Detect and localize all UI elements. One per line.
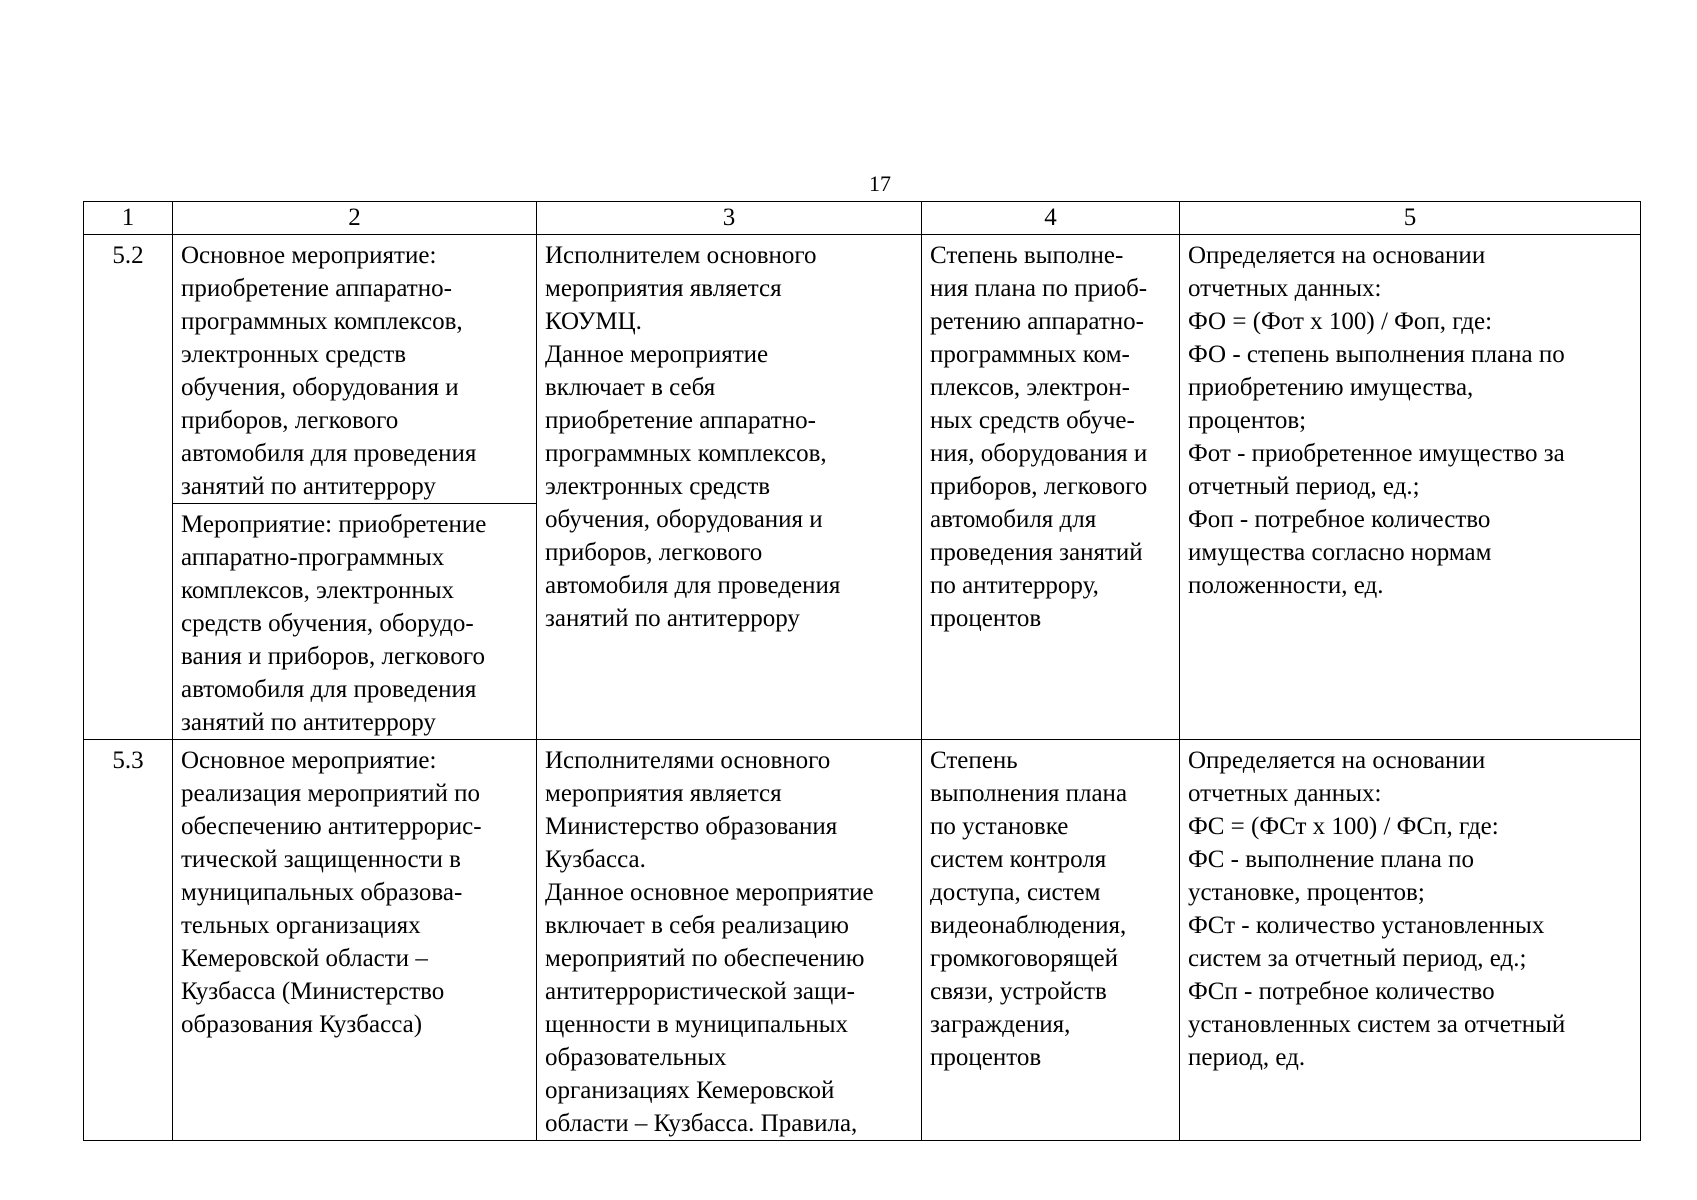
text-line: мероприятий по обеспечению bbox=[545, 945, 865, 972]
text-line: ретению аппаратно- bbox=[930, 308, 1145, 335]
table-row-5-3 bbox=[84, 740, 1641, 1141]
text-line: образовательных bbox=[545, 1044, 727, 1071]
text-line: обучения, оборудования и bbox=[181, 374, 459, 401]
text-line: занятий по антитеррору bbox=[181, 709, 436, 736]
text-line: ФСт - количество установленных bbox=[1188, 912, 1545, 939]
text-line: имущества согласно нормам bbox=[1188, 539, 1492, 566]
text-line: щенности в муниципальных bbox=[545, 1011, 849, 1038]
text-line: отчетных данных: bbox=[1188, 780, 1382, 807]
main-activity-cell bbox=[173, 235, 537, 504]
text-line: положенности, ед. bbox=[1188, 572, 1384, 599]
text-line: ФО - степень выполнения плана по bbox=[1188, 341, 1565, 368]
formula-cell bbox=[1180, 235, 1641, 740]
header-cell-1: 1 bbox=[84, 202, 173, 235]
text-line: приборов, легкового bbox=[181, 407, 399, 434]
header-cell-5: 5 bbox=[1180, 202, 1641, 235]
text-line: электронных средств bbox=[181, 341, 407, 368]
text-line: ФСп - потребное количество bbox=[1188, 978, 1495, 1005]
text-line: программных комплексов, bbox=[181, 308, 463, 335]
text-line: процентов bbox=[930, 605, 1042, 632]
text-line: приобретению имущества, bbox=[1188, 374, 1474, 401]
text-line: Мероприятие: приобретение bbox=[181, 511, 487, 538]
text-line: процентов; bbox=[1188, 407, 1307, 434]
executor-cell bbox=[537, 235, 922, 740]
text-line: антитеррористической защи- bbox=[545, 978, 855, 1005]
text-line: реализация мероприятий по bbox=[181, 780, 481, 807]
text-line: включает в себя bbox=[545, 374, 716, 401]
executor-cell bbox=[537, 740, 922, 1141]
text-line: проведения занятий bbox=[930, 539, 1143, 566]
text-line: Определяется на основании bbox=[1188, 242, 1486, 269]
text-line: автомобиля для проведения bbox=[545, 572, 841, 599]
text-line: электронных средств bbox=[545, 473, 771, 500]
text-line: занятий по антитеррору bbox=[181, 473, 436, 500]
text-line: процентов bbox=[930, 1044, 1042, 1071]
text-line: плексов, электрон- bbox=[930, 374, 1130, 401]
text-line: Степень выполне- bbox=[930, 242, 1124, 269]
text-line: мероприятия является bbox=[545, 275, 782, 302]
text-line: по установке bbox=[930, 813, 1069, 840]
header-cell-3: 3 bbox=[537, 202, 922, 235]
text-line: мероприятия является bbox=[545, 780, 782, 807]
text-line: отчетных данных: bbox=[1188, 275, 1382, 302]
text-line: тической защищенности в bbox=[181, 846, 461, 873]
text-line: ния плана по приоб- bbox=[930, 275, 1148, 302]
text-line: аппаратно-программных bbox=[181, 544, 445, 571]
text-line: КОУМЦ. bbox=[545, 308, 642, 335]
row-number: 5.3 bbox=[84, 740, 173, 1141]
text-line: приборов, легкового bbox=[545, 539, 763, 566]
text-line: Данное основное мероприятие bbox=[545, 879, 874, 906]
text-line: период, ед. bbox=[1188, 1044, 1306, 1071]
text-line: заграждения, bbox=[930, 1011, 1071, 1038]
text-line: Степень bbox=[930, 747, 1018, 774]
page-number: 17 bbox=[869, 171, 891, 196]
text-line: программных ком- bbox=[930, 341, 1130, 368]
text-line: Кузбасса. bbox=[545, 846, 646, 873]
text-line: по антитеррору, bbox=[930, 572, 1099, 599]
indicator-cell bbox=[922, 740, 1180, 1141]
text-line: Исполнителями основного bbox=[545, 747, 831, 774]
text-line: муниципальных образова- bbox=[181, 879, 463, 906]
text-line: Фоп - потребное количество bbox=[1188, 506, 1491, 533]
text-line: ных средств обуче- bbox=[930, 407, 1135, 434]
header-cell-4: 4 bbox=[922, 202, 1180, 235]
header-cell-2: 2 bbox=[173, 202, 537, 235]
text-line: отчетный период, ед.; bbox=[1188, 473, 1420, 500]
header-row bbox=[84, 202, 1641, 235]
text-line: выполнения плана bbox=[930, 780, 1128, 807]
text-line: автомобиля для проведения bbox=[181, 676, 477, 703]
text-line: систем за отчетный период, ед.; bbox=[1188, 945, 1527, 972]
text-line: Основное мероприятие: bbox=[181, 747, 437, 774]
text-line: приборов, легкового bbox=[930, 473, 1148, 500]
text-line: обеспечению антитеррорис- bbox=[181, 813, 482, 840]
main-activity-cell bbox=[173, 740, 537, 1141]
text-line: автомобиля для проведения bbox=[181, 440, 477, 467]
text-line: громкоговорящей bbox=[930, 945, 1118, 972]
text-line: систем контроля bbox=[930, 846, 1107, 873]
indicator-cell bbox=[922, 235, 1180, 740]
text-line: области – Кузбасса. Правила, bbox=[545, 1110, 858, 1137]
row-number: 5.2 bbox=[84, 235, 173, 740]
text-line: обучения, оборудования и bbox=[545, 506, 823, 533]
text-line: ФО = (Фот х 100) / Фоп, где: bbox=[1188, 308, 1493, 335]
text-line: образования Кузбасса) bbox=[181, 1011, 423, 1038]
text-line: доступа, систем bbox=[930, 879, 1101, 906]
text-line: ния, оборудования и bbox=[930, 440, 1148, 467]
text-line: Основное мероприятие: bbox=[181, 242, 437, 269]
text-line: Кузбасса (Министерство bbox=[181, 978, 445, 1005]
text-line: видеонаблюдения, bbox=[930, 912, 1127, 939]
text-line: Данное мероприятие bbox=[545, 341, 769, 368]
text-line: Министерство образования bbox=[545, 813, 838, 840]
text-line: приобретение аппаратно- bbox=[181, 275, 452, 302]
text-line: вания и приборов, легкового bbox=[181, 643, 485, 670]
formula-cell bbox=[1180, 740, 1641, 1141]
text-line: включает в себя реализацию bbox=[545, 912, 849, 939]
text-line: программных комплексов, bbox=[545, 440, 827, 467]
text-line: комплексов, электронных bbox=[181, 577, 455, 604]
sub-activity-cell bbox=[173, 504, 537, 740]
text-line: занятий по антитеррору bbox=[545, 605, 800, 632]
table-row-5-2 bbox=[84, 235, 1641, 504]
indicators-table bbox=[83, 201, 1641, 1141]
text-line: средств обучения, оборудо- bbox=[181, 610, 474, 637]
text-line: тельных организациях bbox=[181, 912, 421, 939]
text-line: автомобиля для bbox=[930, 506, 1097, 533]
text-line: приобретение аппаратно- bbox=[545, 407, 816, 434]
text-line: Исполнителем основного bbox=[545, 242, 817, 269]
text-line: Фот - приобретенное имущество за bbox=[1188, 440, 1565, 467]
text-line: ФС - выполнение плана по bbox=[1188, 846, 1475, 873]
text-line: установленных систем за отчетный bbox=[1188, 1011, 1566, 1038]
text-line: ФС = (ФСт х 100) / ФСп, где: bbox=[1188, 813, 1499, 840]
text-line: Кемеровской области – bbox=[181, 945, 428, 972]
text-line: организациях Кемеровской bbox=[545, 1077, 835, 1104]
text-line: установке, процентов; bbox=[1188, 879, 1425, 906]
text-line: Определяется на основании bbox=[1188, 747, 1486, 774]
text-line: связи, устройств bbox=[930, 978, 1107, 1005]
